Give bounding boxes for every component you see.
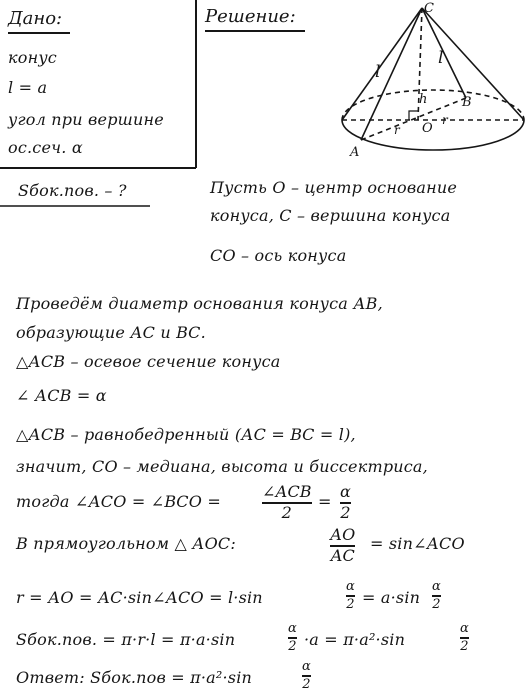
fraction-den: 2 [340, 502, 351, 522]
fraction-s-alpha [288, 622, 297, 653]
fraction-num: АО [330, 525, 356, 544]
fraction-den: 2 [302, 676, 311, 692]
fraction-num: α [460, 621, 469, 636]
fraction-num: ∠АСВ [262, 482, 312, 501]
fraction-den: АС [330, 545, 355, 565]
s-line-mid: ·a = π·a²·sin [304, 630, 406, 649]
fraction-num: α [346, 579, 355, 594]
equals-sign: = [318, 492, 332, 511]
fraction-den: 2 [288, 638, 297, 654]
fraction-den: 2 [281, 502, 292, 522]
given-header: Дано: [8, 8, 63, 29]
para1-line-2: конуса, С – вершина конуса [210, 206, 451, 225]
fraction-answer-alpha [302, 660, 311, 691]
fraction-den: 2 [432, 596, 441, 612]
para1-line-3: СО – ось конуса [210, 246, 347, 265]
line-isosceles: △АСВ – равнобедренный (АС = ВС = l), [16, 425, 356, 444]
base-front-arc [342, 120, 524, 150]
solution-header: Решение: [205, 6, 296, 27]
then-line: тогда ∠АСО = ∠ВСО = [16, 492, 221, 511]
fraction-num: α [432, 579, 441, 594]
fraction-r-alpha-2 [432, 580, 441, 611]
generatrix-bc [422, 8, 466, 98]
fraction-den: 2 [460, 638, 469, 654]
label-r-2: r [442, 113, 448, 127]
fraction-num: α [302, 659, 311, 674]
fraction-r-alpha [346, 580, 355, 611]
label-o: O [422, 121, 433, 136]
line-axial-section: △АСВ – осевое сечение конуса [16, 352, 281, 371]
r-line-mid: = a·sin [362, 588, 421, 607]
fraction-ao-over-ac [330, 527, 355, 565]
fraction-acb-over-2 [262, 484, 312, 522]
label-r-1: r [394, 123, 400, 137]
generatrix-left [342, 8, 422, 120]
s-line: Sбок.пов. = π·r·l = π·a·sin [16, 630, 236, 649]
sin-equality: = sin∠АСО [370, 534, 465, 553]
right-triangle-line: В прямоугольном △ АОС: [16, 534, 236, 553]
para2-line-1: Проведём диаметр основания конуса АВ, [16, 294, 383, 313]
fraction-num: α [340, 482, 351, 501]
find-line: Sбок.пов. – ? [18, 181, 127, 200]
given-line-1: конус [8, 48, 57, 67]
label-a: A [350, 145, 360, 160]
line-angle-acb: ∠ АСВ = α [16, 386, 107, 405]
label-h: h [419, 92, 428, 107]
given-line-4: ос.сеч. α [8, 138, 83, 157]
label-b: B [462, 95, 472, 110]
r-line: r = АО = АС·sin∠АСО = l·sin [16, 588, 263, 607]
fraction-alpha-over-2 [340, 484, 351, 522]
line-median: значит, СО – медиана, высота и биссектриса, [16, 457, 428, 476]
fraction-s-alpha-2 [460, 622, 469, 653]
fraction-den: 2 [346, 596, 355, 612]
base-back-arc [342, 90, 524, 120]
given-line-3: угол при вершине [8, 110, 164, 129]
label-c: C [424, 1, 435, 16]
label-l-left: l [375, 62, 381, 82]
para1-line-1: Пусть О – центр основание [210, 178, 458, 197]
fraction-num: α [288, 621, 297, 636]
given-line-2: l = a [8, 78, 48, 97]
para2-line-2: образующие АС и ВС. [16, 323, 206, 342]
label-l-right: l [438, 48, 444, 68]
answer-line: Ответ: Sбок.пов = π·a²·sin [16, 668, 253, 687]
